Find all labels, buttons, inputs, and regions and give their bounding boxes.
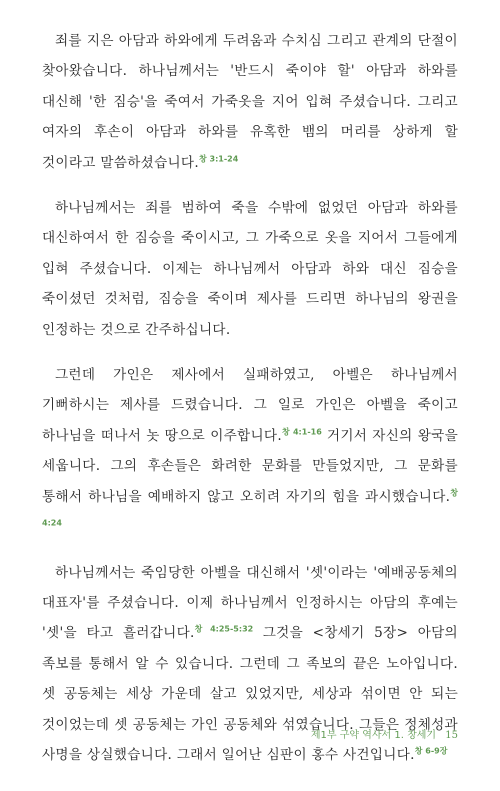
scripture-reference: 창 3:1-24 [199,154,239,164]
paragraph-text: 하나님께서는 죄를 범하여 죽을 수밖에 없었던 아담과 하와를 대신하여서 한 짐승을 죽이시고, 그 가죽으로 옷을 지어서 그들에게 입혀 주셨습니다. 이제는 하나님께서 아담과 하와 대신 짐승을 죽이셨던 것처럼, 짐승을 죽이며 제사를 드리면 하나님의 왕권을 인정하는 것으로 간주하십니다. [42,200,458,338]
paragraph-text: 거기서 자신의 왕국을 세웁니다. 그의 후손들은 화려한 문화를 만들었지만, 그 문화를 통해서 하나님을 예배하지 않고 오히려 자기의 힘을 과시했습니다. [42,427,458,505]
scripture-reference: 창 4:1-16 [281,427,322,437]
paragraph [42,26,458,178]
footer-section: 제1부 구약 [310,730,360,741]
paragraph-text: 죄를 지은 아담과 하와에게 두려움과 수치심 그리고 관계의 단절이 찾아왔습니다. 하나님께서는 '반드시 죽이야 할' 아담과 하와를 대신해 '한 짐승'을 죽여서 가죽옷을 지어 입혀 주셨습니다. 그리고 여자의 후손이 아담과 하와를 유혹한 뱀의 머리를 상하게 할 것이라고 말씀하셨습니다. [42,33,458,171]
paragraph [42,193,458,345]
page-footer [311,726,458,741]
footer-chapter: 역사서 1. 창세기 [362,730,437,741]
paragraph-text: 그런데 가인은 제사에서 실패하였고, 아벨은 하나님께서 기뻐하시는 제사를 드렸습니다. 그 일로 가인은 아벨을 죽이고 하나님을 떠나서 놋 땅으로 이주합니다. [42,367,458,444]
page-number: 15 [445,730,458,741]
paragraph [42,360,458,542]
scripture-reference: 창 4:24 [42,488,458,528]
scripture-reference: 창 6-9장 [414,746,448,756]
scripture-reference: 창 4:25-5:32 [194,624,254,634]
paragraph-text: 하나님께서는 죽임당한 아벨을 대신해서 '셋'이라는 '예배공동체의 대표자'를 주셨습니다. 이제 하나님께서 인정하시는 아담의 후예는 '셋'을 타고 흘러갑니다. [42,564,458,642]
paragraph-text: 그것을 <창세기 5장> 아담의 족보를 통해서 알 수 있습니다. 그런데 그 족보의 끝은 노아입니다. 셋 공동체는 세상 가운데 살고 있었지만, 세상과 섞이면 안 되는 것이었는데 셋 공동체는 가인 공동체와 섞였습니다. 그들은 정체성과 사명을 상실했습니다. 그래서 일어난 심판이 홍수 사건입니다. [42,625,458,763]
body-text [42,26,458,785]
